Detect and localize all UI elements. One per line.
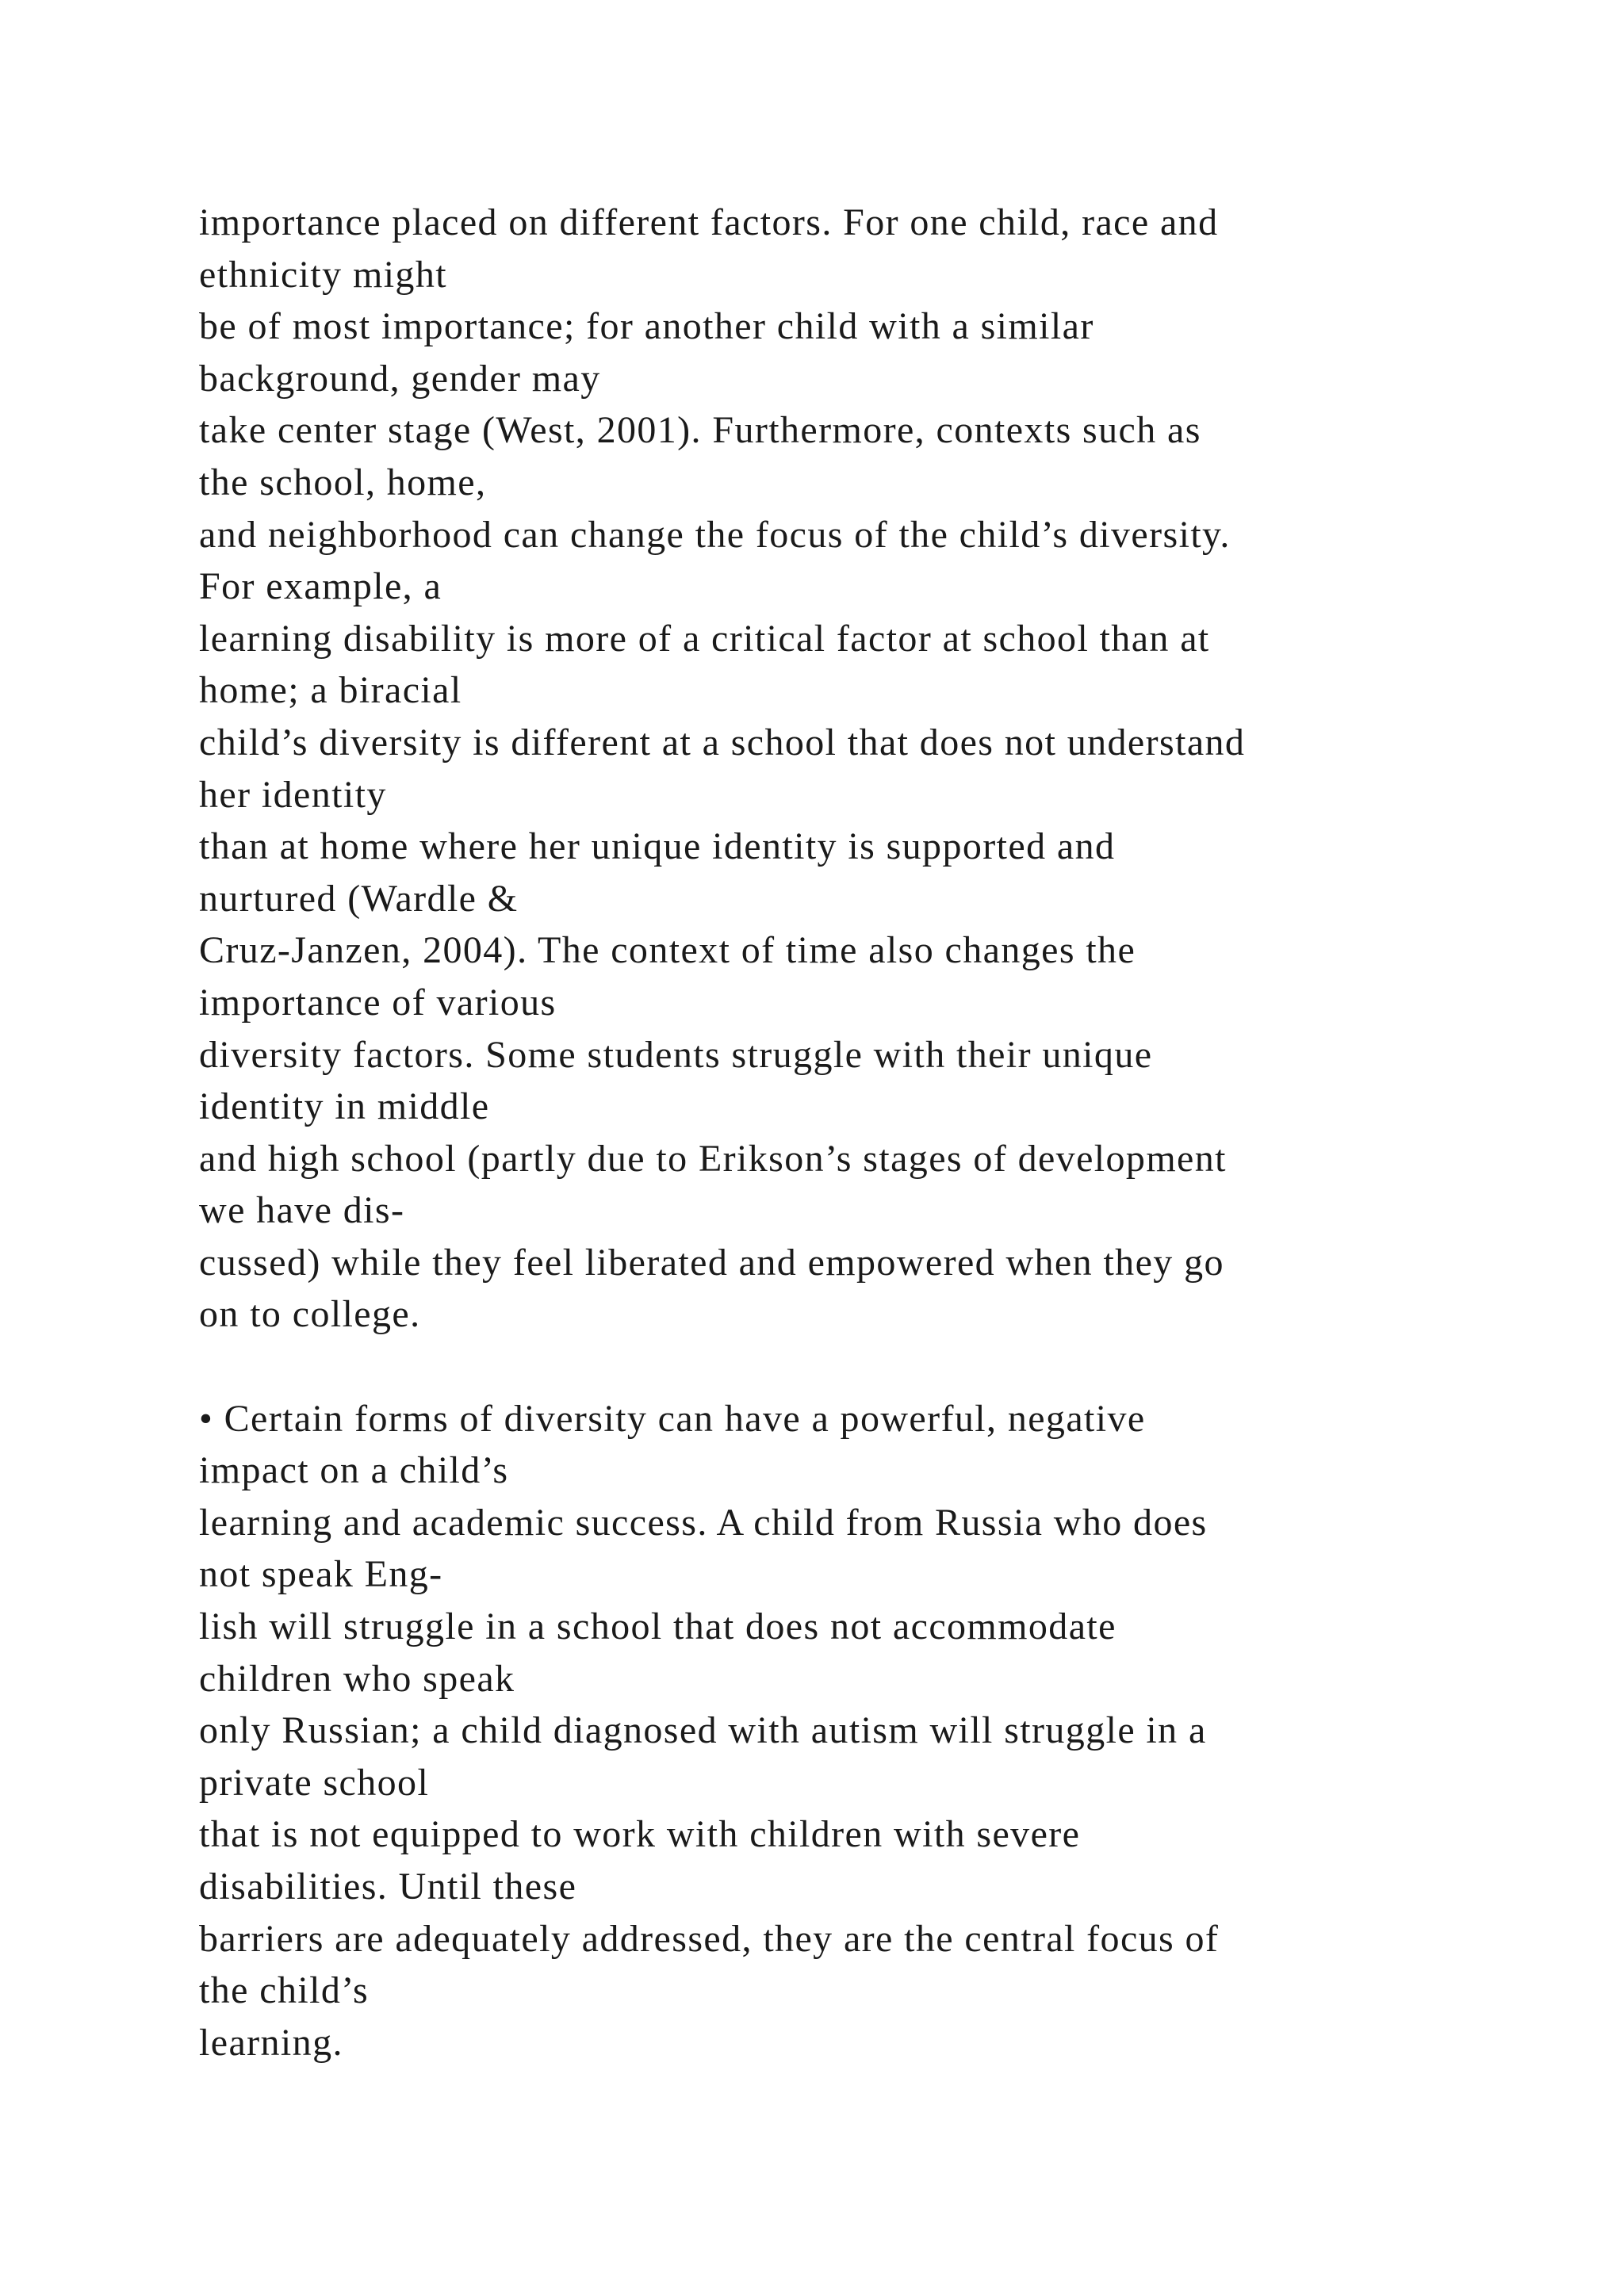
- text-line: importance placed on different factors. For one child, race and: [199, 201, 1219, 243]
- text-line: learning.: [199, 2021, 343, 2064]
- text-line: on to college.: [199, 1293, 421, 1336]
- text-line: private school: [199, 1761, 430, 1804]
- text-line: be of most importance; for another child with a similar: [199, 305, 1094, 348]
- text-line: diversity factors. Some students struggle with their unique: [199, 1033, 1153, 1076]
- text-line: learning and academic success. A child from Russia who does: [199, 1501, 1208, 1544]
- text-line: home; a biracial: [199, 669, 462, 712]
- text-line: ethnicity might: [199, 253, 447, 296]
- text-line: the school, home,: [199, 461, 487, 503]
- text-line: her identity: [199, 773, 387, 816]
- text-line: disabilities. Until these: [199, 1866, 577, 1908]
- text-line: importance of various: [199, 981, 557, 1024]
- text-line: Cruz-Janzen, 2004). The context of time also changes the: [199, 929, 1136, 972]
- text-line: background, gender may: [199, 357, 601, 400]
- text-line: and neighborhood can change the focus of the child’s diversity.: [199, 513, 1231, 556]
- text-line: than at home where her unique identity is supported and: [199, 825, 1116, 868]
- text-line: we have dis-: [199, 1189, 405, 1232]
- text-line: barriers are adequately addressed, they are the central focus of: [199, 1917, 1220, 1960]
- paragraph-bullet-negative-impact: [199, 1393, 1611, 2069]
- text-line: nurtured (Wardle &: [199, 877, 519, 920]
- text-line: take center stage (West, 2001). Furthermore, contexts such as: [199, 409, 1201, 452]
- document-body: [199, 197, 1611, 2068]
- text-line: identity in middle: [199, 1085, 490, 1128]
- text-line: impact on a child’s: [199, 1449, 509, 1492]
- text-line: children who speak: [199, 1657, 515, 1700]
- paragraph-context-diversity: [199, 197, 1611, 1341]
- text-line: • Certain forms of diversity can have a powerful, negative: [199, 1397, 1146, 1440]
- text-line: learning disability is more of a critical factor at school than at: [199, 617, 1210, 660]
- text-line: For example, a: [199, 565, 442, 608]
- text-line: cussed) while they feel liberated and empowered when they go: [199, 1241, 1224, 1284]
- text-line: lish will struggle in a school that does not accommodate: [199, 1605, 1116, 1648]
- text-line: only Russian; a child diagnosed with autism will struggle in a: [199, 1709, 1207, 1752]
- text-line: not speak Eng-: [199, 1553, 443, 1596]
- paragraph-spacer: [199, 1341, 1611, 1393]
- text-line: that is not equipped to work with children with severe: [199, 1813, 1081, 1856]
- text-line: and high school (partly due to Erikson’s stages of development: [199, 1137, 1227, 1180]
- text-line: the child’s: [199, 1969, 370, 2012]
- text-line: child’s diversity is different at a school that does not understand: [199, 721, 1246, 763]
